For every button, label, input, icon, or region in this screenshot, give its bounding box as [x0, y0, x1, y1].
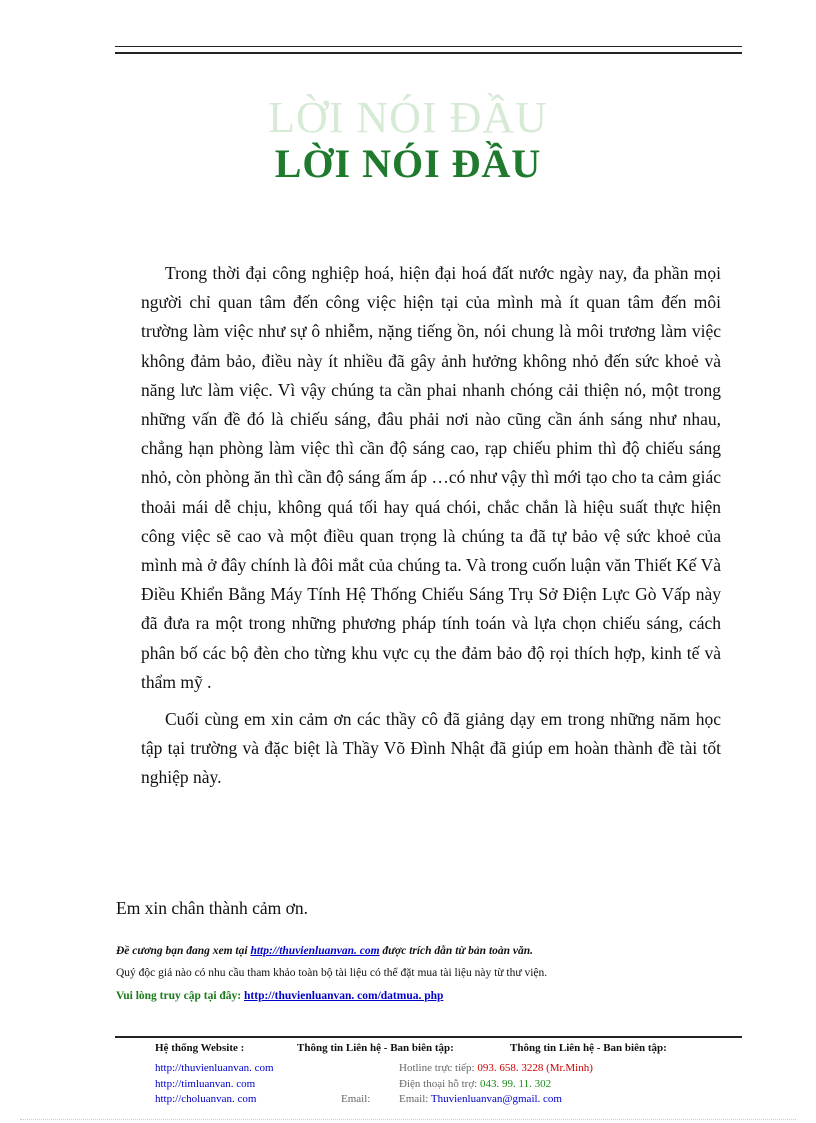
page-title: LỜI NÓI ĐẦU — [274, 141, 542, 186]
top-horizontal-rule — [115, 46, 742, 54]
body-paragraph-2: Cuối cùng em xin cảm ơn các thầy cô đã giảng dạy em trong những năm học tập tại trường và đặc biệt là Thầy Võ Đình Nhật đã giúp em hoàn thành đề tài tốt nghiệp này. — [141, 709, 721, 788]
notice-line-3-prefix: Vui lòng truy cập tại đây: — [116, 990, 242, 1002]
footer-email — [399, 1093, 562, 1105]
notice-source-link[interactable]: http://thuvienluanvan. com — [250, 945, 380, 957]
footer-websites-heading: Hệ thống Website : — [155, 1042, 245, 1054]
email-label: Email: — [399, 1093, 429, 1105]
notice-line-1-suffix: được trích dẫn từ bản toàn văn. — [382, 945, 534, 957]
hotline-label: Hotline trực tiếp: — [399, 1062, 475, 1074]
notice-line-1 — [116, 945, 533, 957]
phone-label: Điện thoại hỗ trợ: — [399, 1078, 478, 1090]
notice-order-link[interactable]: http://thuvienluanvan. com/datmua. php — [244, 990, 444, 1002]
footer-divider — [115, 1036, 742, 1038]
footer-contact-heading-2: Thông tin Liên hệ - Ban biên tập: — [510, 1042, 667, 1054]
body-paragraph-1: Trong thời đại công nghiệp hoá, hiện đại hoá đất nước ngày nay, đa phần mọi người chỉ quan tâm đến công việc hiện tại của mình mà ít quan tâm đến môi trường làm việc như sự ô nhiễm, nặng tiếng ồn, nói chung là môi trương làm việc không đảm bảo, điều này ít nhiều đã gây ảnh hưởng không nhỏ đến sức khoẻ và năng lưc làm việc. Vì vậy chúng ta cần phai nhanh chóng cải thiện nó, một trong những vấn đề đó là chiếu sáng, đâu phải nơi nào cũng cần ánh sáng như nhau, chẳng hạn phòng làm việc thì cần độ sáng cao, rạp chiếu phim thì độ chiếu sáng nhỏ, còn phòng ăn thì cần độ sáng ấm áp …có như vậy thì mới tạo cho ta cảm giác thoải mái dễ chịu, không quá tối hay quá chói, chắc chắn là hiệu suất thực hiện công việc sẽ cao và một điều quan trọng là chúng ta đã tự bảo vệ sức khoẻ của mình mà ở đây chính là đôi mắt của chúng ta. Và trong cuốn luận văn Thiết Kế Và Điều Khiển Bằng Máy Tính Hệ Thống Chiếu Sáng Trụ Sở Điện Lực Gò Vấp này đã đưa ra một trong những phương pháp tính toán và lựa chọn chiếu sáng, cách phân bố các bộ đèn cho từng khu vực cụ the đảm bảo độ rọi thích hợp, kinh tế và thẩm mỹ . — [141, 263, 721, 692]
email-value[interactable]: Thuvienluanvan@gmail. com — [430, 1093, 562, 1105]
footer-phone — [399, 1078, 551, 1090]
footer-website-link-1[interactable]: http://thuvienluanvan. com — [155, 1062, 274, 1074]
phone-value: 043. 99. 11. 302 — [479, 1078, 552, 1090]
page-bottom-dotted-line — [20, 1119, 796, 1120]
footer-website-link-3[interactable]: http://choluanvan. com — [155, 1093, 257, 1105]
notice-line-2: Quý độc giả nào có nhu cầu tham khảo toàn bộ tài liệu có thể đặt mua tài liệu này từ thư viện. — [116, 967, 548, 979]
main-body — [141, 259, 721, 793]
closing-line: Em xin chân thành cảm ơn. — [116, 898, 308, 918]
notice-line-1-prefix: Đề cương bạn đang xem tại — [116, 945, 248, 957]
footer-website-link-2[interactable]: http://timluanvan. com — [155, 1078, 256, 1090]
hotline-value: 093. 658. 3228 (Mr.Minh) — [477, 1062, 593, 1074]
footer-hotline — [399, 1062, 593, 1074]
footer-email-label-mid: Email: — [341, 1093, 371, 1105]
footer-contact-heading-1: Thông tin Liên hệ - Ban biên tập: — [297, 1042, 454, 1054]
notice-line-3 — [116, 990, 443, 1002]
title-decorative-shadow: LỜI NÓI ĐẦU — [268, 93, 548, 142]
